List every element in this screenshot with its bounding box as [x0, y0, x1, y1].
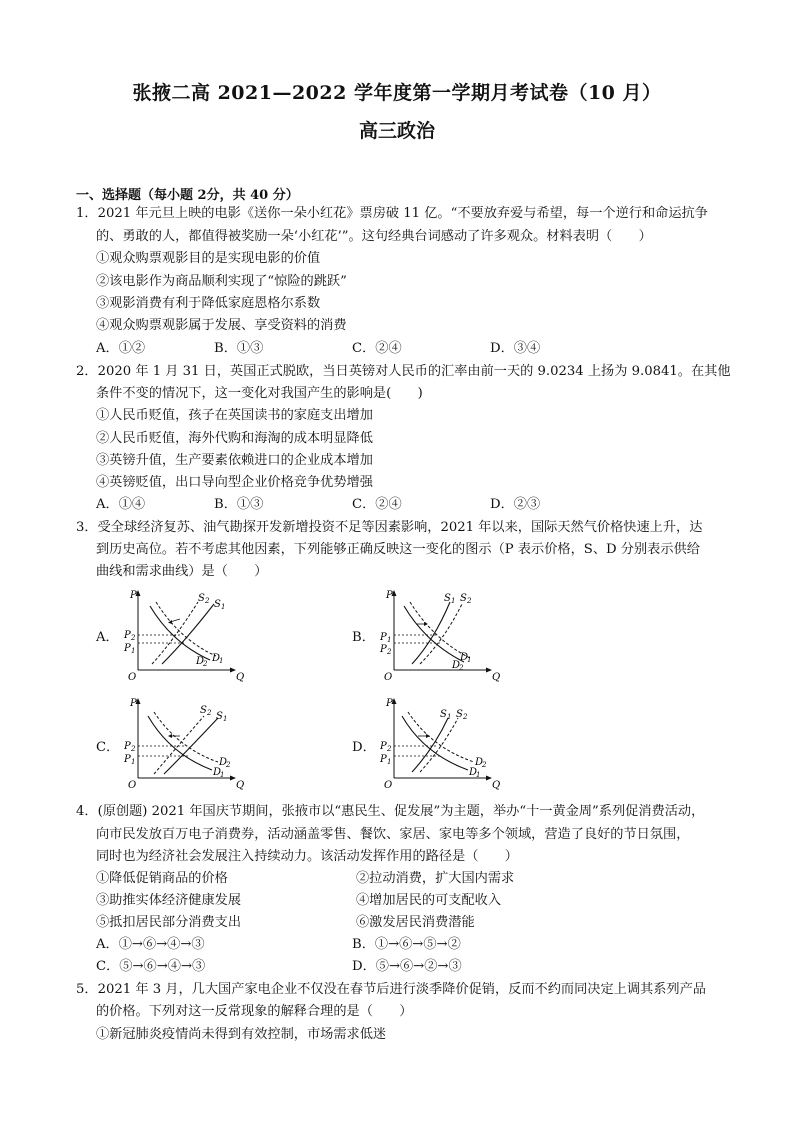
svg-text:1: 1 — [131, 647, 136, 655]
q3-option-b-label: B． — [352, 630, 375, 645]
q3-stem-line-2: 到历史高位。若不考虑其他因素，下列能够正确反映这一变化的图示（P 表示价格，S、D 分别表示供给 — [96, 542, 700, 557]
graph-a-label-d2: D — [196, 656, 205, 667]
graph-c-p-axis-label: P — [130, 698, 137, 709]
q2-item-2: ②人民币贬值，海外代购和海淘的成本明显降低 — [96, 431, 373, 446]
svg-text:2: 2 — [387, 648, 392, 656]
graph-b-label-p2: P — [380, 644, 387, 655]
q1-stem-line-2: 的、勇敢的人，都值得被奖励一朵‘小红花’”。这句经典台词感动了许多观众。材料表明（ ） — [96, 229, 652, 244]
graph-c-label-p2: P — [124, 741, 131, 752]
graph-d-q-axis-label: Q — [492, 780, 501, 791]
q5-item-1: ①新冠肺炎疫情尚未得到有效控制，市场需求低迷 — [96, 1027, 387, 1042]
q3-stem-line-1: 3．受全球经济复苏、油气勘探开发新增投资不足等因素影响，2021 年以来，国际天然气价格快速上升，达 — [76, 520, 703, 535]
q1-option-d: D．③④ — [490, 341, 541, 356]
graph-b-q-axis-label: Q — [492, 672, 501, 683]
q4-item-4: ④增加居民的可支配收入 — [356, 893, 502, 908]
q4-item-1: ①降低促销商品的价格 — [96, 871, 228, 886]
exam-title: 张掖二高 2021—2022 学年度第一学期月考试卷（10 月） — [132, 82, 662, 104]
q3-option-d-label: D． — [352, 740, 376, 755]
q1-option-b: B．①③ — [214, 341, 264, 356]
q4-item-2: ②拉动消费，扩大国内需求 — [356, 871, 515, 886]
q1-item-3: ③观影消费有利于降低家庭恩格尔系数 — [96, 296, 321, 311]
graph-a-label-s2: S — [198, 593, 205, 604]
svg-text:2: 2 — [459, 664, 464, 672]
q2-option-b: B．①③ — [214, 497, 264, 512]
graph-d-origin-label: O — [384, 780, 393, 791]
graph-d-label-d1: D — [469, 767, 478, 778]
q4-stem-line-2: 向市民发放百万电子消费券，活动涵盖零售、餐饮、家居、家电等多个领域，营造了良好的节日氛围， — [96, 827, 690, 842]
graph-a-p-axis-label: P — [130, 590, 137, 601]
q2-stem-line-1: 2．2020 年 1 月 31 日，英国正式脱欧，当日英镑对人民币的汇率由前一天的 9.0234 上扬为 9.0841。在其他 — [76, 364, 731, 379]
q4-option-c: C．⑤→⑥→④→③ — [96, 959, 206, 974]
q2-option-a: A．①④ — [96, 497, 146, 512]
svg-text:2: 2 — [387, 745, 392, 753]
svg-text:2: 2 — [226, 761, 231, 769]
svg-text:1: 1 — [467, 656, 472, 664]
graph-d-label-p1: P — [380, 754, 387, 765]
q5-stem-line-2: 的价格。下列对这一反常现象的解释合理的是（ ） — [96, 1004, 413, 1019]
graph-d-label-d2: D — [475, 757, 484, 768]
q3-stem-line-3: 曲线和需求曲线）是（ ） — [96, 564, 268, 579]
graph-a-label-s1: S — [214, 599, 221, 610]
q4-option-d: D．⑤→⑥→②→③ — [352, 959, 462, 974]
graph-c-origin-label: O — [128, 780, 137, 791]
svg-text:1: 1 — [451, 597, 456, 605]
svg-text:1: 1 — [221, 603, 226, 611]
graph-c-label-d1: D — [213, 767, 222, 778]
svg-text:1: 1 — [219, 657, 224, 665]
q1-stem-line-1: 1．2021 年元旦上映的电影《送你一朵小红花》票房破 11 亿。“不要放弃爱与希望，每一个逆行和命运抗争 — [76, 206, 708, 221]
q2-stem-line-2: 条件不变的情况下，这一变化对我国产生的影响是( ) — [96, 386, 423, 401]
graph-a-origin-label: O — [128, 672, 137, 683]
supply-demand-graph-c — [122, 696, 252, 791]
q1-item-4: ④观众购票观影属于发展、享受资料的消费 — [96, 318, 347, 333]
graph-b-label-s1: S — [444, 593, 451, 604]
graph-c-label-d2: D — [219, 757, 228, 768]
q4-option-a: A．①→⑥→④→③ — [96, 937, 205, 952]
svg-text:2: 2 — [131, 745, 136, 753]
graph-c-label-s2: S — [200, 705, 207, 716]
section-heading: 一、选择题（每小题 2分，共 40 分） — [76, 188, 299, 203]
supply-demand-graph-d — [378, 696, 508, 791]
graph-b-label-p1: P — [380, 632, 387, 643]
q4-item-3: ③助推实体经济健康发展 — [96, 893, 242, 908]
svg-text:2: 2 — [482, 761, 487, 769]
graph-b-label-s2: S — [460, 593, 467, 604]
svg-text:2: 2 — [467, 597, 472, 605]
q2-item-4: ④英镑贬值，出口导向型企业价格竞争优势增强 — [96, 475, 373, 490]
svg-text:1: 1 — [131, 758, 136, 766]
graph-c-q-axis-label: Q — [236, 780, 245, 791]
q5-stem-line-1: 5．2021 年 3 月，几大国产家电企业不仅没在春节后进行淡季降价促销，反而不约而同决定上调其系列产品 — [76, 982, 706, 997]
q2-item-3: ③英镑升值，生产要素依赖进口的企业成本增加 — [96, 453, 373, 468]
q4-stem-line-3: 同时也为经济社会发展注入持续动力。该活动发挥作用的路径是（ ） — [96, 849, 518, 864]
graph-a-label-p2: P — [124, 630, 131, 641]
q3-option-c-label: C． — [96, 740, 120, 755]
supply-demand-graph-a — [122, 588, 252, 683]
q1-option-c: C．②④ — [352, 341, 402, 356]
q2-option-c: C．②④ — [352, 497, 402, 512]
svg-text:1: 1 — [220, 771, 225, 779]
supply-demand-graph-b — [378, 588, 508, 683]
graph-a-label-p1: P — [124, 643, 131, 654]
q4-stem-line-1: 4．(原创题) 2021 年国庆节期间，张掖市以“惠民生、促发展”为主题，举办“十一黄金周”系列促消费活动， — [76, 804, 705, 819]
q1-option-a: A．①② — [96, 341, 146, 356]
q2-item-1: ①人民币贬值，孩子在英国读书的家庭支出增加 — [96, 408, 373, 423]
q1-item-2: ②该电影作为商品顺利实现了“惊险的跳跃” — [96, 274, 347, 289]
svg-text:1: 1 — [387, 636, 392, 644]
q4-option-b: B．①→⑥→⑤→② — [352, 937, 461, 952]
svg-text:2: 2 — [203, 660, 208, 668]
q1-item-1: ①观众购票观影目的是实现电影的价值 — [96, 251, 321, 266]
graph-b-p-axis-label: P — [386, 590, 393, 601]
q3-option-a-label: A． — [96, 630, 119, 645]
graph-a-label-d1: D — [212, 653, 221, 664]
graph-d-p-axis-label: P — [386, 698, 393, 709]
svg-text:2: 2 — [463, 713, 468, 721]
svg-text:2: 2 — [131, 634, 136, 642]
svg-text:1: 1 — [387, 758, 392, 766]
q4-item-5: ⑤抵扣居民部分消费支出 — [96, 915, 242, 930]
exam-subject: 高三政治 — [358, 120, 435, 142]
graph-b-label-d1: D — [460, 652, 469, 663]
graph-d-label-s1: S — [440, 709, 447, 720]
q2-option-d: D．②③ — [490, 497, 541, 512]
graph-d-label-p2: P — [380, 741, 387, 752]
q4-item-6: ⑥激发居民消费潜能 — [356, 915, 475, 930]
svg-text:1: 1 — [447, 713, 452, 721]
graph-c-label-s1: S — [216, 711, 223, 722]
svg-text:1: 1 — [476, 771, 481, 779]
svg-text:2: 2 — [205, 597, 210, 605]
svg-text:2: 2 — [207, 709, 212, 717]
graph-d-label-s2: S — [456, 709, 463, 720]
svg-text:1: 1 — [223, 715, 228, 723]
graph-c-label-p1: P — [124, 754, 131, 765]
graph-b-origin-label: O — [384, 672, 393, 683]
graph-a-q-axis-label: Q — [236, 672, 245, 683]
graph-b-label-d2: D — [452, 660, 461, 671]
